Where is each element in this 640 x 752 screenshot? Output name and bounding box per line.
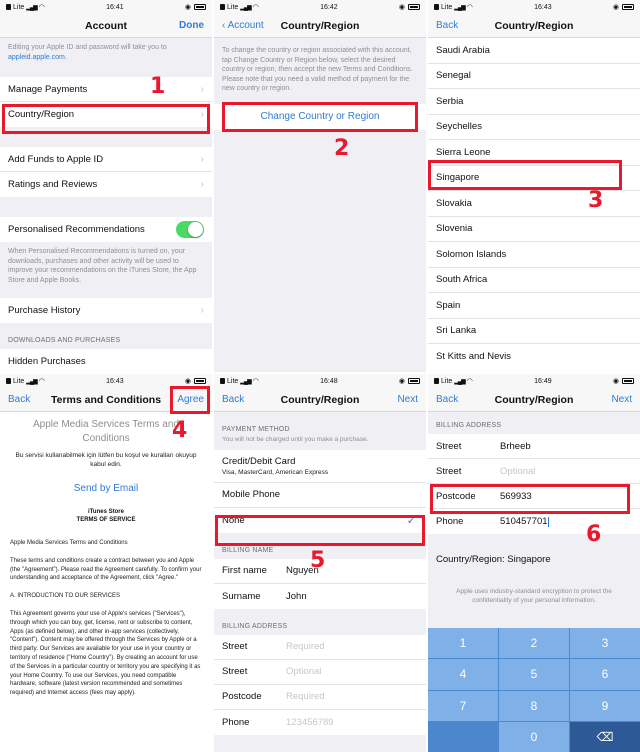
next-button[interactable]: Next	[611, 394, 632, 405]
status-bar	[428, 374, 640, 388]
manage-payments-row[interactable]	[0, 77, 212, 102]
backspace-icon[interactable]: ⌫	[570, 722, 640, 752]
battery-icon	[194, 4, 206, 10]
chevron-right-icon: ›	[200, 305, 204, 316]
key-2[interactable]: 2	[499, 628, 569, 658]
surname-field[interactable]	[214, 584, 426, 609]
street2-field[interactable]	[428, 459, 640, 484]
signal-icon: ▂▄▆	[454, 4, 465, 11]
field-value: John	[286, 590, 307, 602]
appleid-link[interactable]: appleid.apple.com.	[8, 53, 67, 61]
section-header: BILLING ADDRESS	[222, 622, 288, 630]
country-label: Serbia	[436, 95, 464, 107]
nav-bar	[428, 388, 640, 412]
field-placeholder: 123456789	[286, 716, 334, 728]
country-label: Senegal	[436, 70, 471, 82]
card-types: Visa, MasterCard, American Express	[222, 468, 329, 476]
country-item[interactable]	[428, 242, 640, 268]
nav-title: Terms and Conditions	[50, 393, 162, 406]
country-label: Slovakia	[436, 197, 472, 209]
billing-address-screen	[428, 374, 640, 752]
terms-section-heading: A. INTRODUCTION TO OUR SERVICES	[10, 593, 121, 600]
country-region-screen	[214, 0, 426, 372]
phone-field[interactable]	[214, 710, 426, 735]
back-label: Account	[227, 20, 264, 31]
highlight-box	[2, 104, 210, 134]
terms-screen	[0, 374, 212, 752]
signal-icon: ▂▄▆	[26, 378, 37, 385]
carrier: Lite	[441, 3, 453, 11]
country-item[interactable]	[428, 293, 640, 319]
field-label: Postcode	[222, 691, 262, 702]
send-by-email-link[interactable]: Send by Email	[73, 483, 139, 494]
sim-icon	[6, 4, 11, 10]
store-name: iTunes Store	[88, 509, 124, 515]
country-label: Seychelles	[436, 121, 482, 133]
country-item[interactable]	[428, 38, 640, 64]
terms-heading: Apple Media Services Terms and Conditions	[33, 419, 179, 444]
row-label: Manage Payments	[8, 83, 88, 95]
chevron-right-icon: ›	[200, 179, 204, 190]
country-list-screen	[428, 0, 640, 372]
purchase-history-row[interactable]	[0, 298, 212, 323]
back-button[interactable]: Back	[436, 20, 459, 31]
signal-icon: ▂▄▆	[26, 4, 37, 11]
highlight-box	[430, 484, 630, 514]
note-text: Editing your Apple ID and password will take you to	[8, 44, 167, 51]
country-item[interactable]	[428, 191, 640, 217]
field-label: Phone	[436, 516, 464, 527]
checkmark-icon: ✓	[406, 514, 416, 527]
done-button[interactable]: Done	[179, 20, 204, 31]
street-field[interactable]	[214, 635, 426, 660]
battery-icon	[622, 378, 634, 384]
step-number: 2	[334, 136, 350, 161]
country-label: Sierra Leone	[436, 146, 491, 158]
clock: 16:41	[106, 3, 124, 11]
country-item[interactable]	[428, 64, 640, 90]
terms-body	[0, 539, 212, 698]
battery-icon	[408, 378, 420, 384]
country-item[interactable]	[428, 344, 640, 370]
wifi-icon: ◠	[466, 378, 473, 385]
status-bar	[214, 374, 426, 388]
field-placeholder: Required	[286, 641, 325, 652]
battery-icon	[622, 4, 634, 10]
carrier: Lite	[227, 3, 239, 11]
country-item[interactable]	[428, 319, 640, 345]
key-5[interactable]: 5	[499, 659, 569, 689]
ratings-reviews-row[interactable]	[0, 172, 212, 197]
key-3[interactable]: 3	[570, 628, 640, 658]
nav-title: Account	[85, 19, 127, 32]
carrier: Lite	[13, 377, 25, 385]
personalised-recommendations-row	[0, 217, 212, 242]
row-label: None	[222, 514, 245, 526]
row-label: Hidden Purchases	[8, 356, 86, 367]
next-button[interactable]: Next	[397, 394, 418, 405]
highlight-box	[215, 515, 425, 546]
country-item[interactable]	[428, 268, 640, 294]
rotation-lock-icon: ◉	[184, 4, 191, 11]
country-label: South Africa	[436, 274, 488, 286]
nav-title: Country/Region	[280, 19, 360, 32]
wifi-icon: ◠	[38, 378, 45, 385]
carrier: Lite	[13, 3, 25, 11]
field-placeholder: Optional	[286, 666, 322, 677]
street-field[interactable]	[428, 434, 640, 459]
rotation-lock-icon: ◉	[612, 378, 619, 385]
key-9[interactable]: 9	[570, 691, 640, 721]
nav-title: Country/Region	[280, 393, 360, 406]
clock: 16:48	[320, 377, 338, 385]
postcode-field[interactable]	[214, 685, 426, 710]
change-country-button[interactable]: Change Country or Region	[214, 104, 426, 130]
section-header: PAYMENT METHOD	[222, 426, 290, 433]
carrier: Lite	[227, 377, 239, 385]
field-label: Postcode	[436, 490, 476, 502]
rotation-lock-icon: ◉	[398, 378, 405, 385]
country-label: Saudi Arabia	[436, 44, 490, 56]
change-country-note: To change the country or region associated with this account, tap Change Country or Region below, select the desired country or region, then accept the new Terms and Conditions. Please note that you need a valid method of payment for the new country or region.	[222, 47, 413, 92]
back-button[interactable]: Back	[436, 394, 459, 405]
row-label: Credit/Debit Card	[222, 455, 296, 467]
sim-icon	[220, 4, 225, 10]
back-button[interactable]	[222, 20, 264, 31]
country-region-label: Country/Region: Singapore	[428, 542, 640, 577]
key-0[interactable]: 0	[499, 722, 569, 752]
country-label: St Kitts and Nevis	[436, 351, 511, 363]
section-header: DOWNLOADS AND PURCHASES	[8, 337, 121, 344]
encryption-note: Apple uses industry-standard encryption to protect the confidentiality of your personal information.	[456, 588, 612, 604]
highlight-box	[222, 102, 418, 132]
signal-icon: ▂▄▆	[240, 378, 251, 385]
nav-bar	[214, 388, 426, 412]
key-1[interactable]: 1	[428, 628, 498, 658]
key-6[interactable]: 6	[570, 659, 640, 689]
signal-icon: ▂▄▆	[240, 4, 251, 11]
status-bar	[0, 0, 212, 14]
account-screen	[0, 0, 212, 372]
clock: 16:42	[320, 3, 338, 11]
payment-method-screen	[214, 374, 426, 752]
field-placeholder: Optional	[500, 465, 536, 477]
field-label: Street	[222, 666, 248, 677]
status-bar	[428, 0, 640, 14]
wifi-icon: ◠	[38, 4, 45, 11]
text-cursor	[548, 517, 549, 527]
row-label: Mobile Phone	[222, 489, 281, 500]
nav-title: Country/Region	[494, 19, 574, 32]
country-label: Solomon Islands	[436, 248, 507, 260]
row-label: Personalised Recommendations	[8, 224, 145, 235]
field-placeholder: Required	[286, 691, 325, 702]
country-label: Sri Lanka	[436, 325, 477, 337]
payment-credit-card[interactable]	[214, 450, 426, 483]
field-value: Brheeb	[500, 440, 531, 452]
row-label: Purchase History	[8, 305, 81, 316]
field-label: Phone	[222, 716, 250, 728]
clock: 16:43	[534, 3, 552, 11]
carrier: Lite	[441, 377, 453, 385]
terms-of-service-title: TERMS OF SERVICE	[76, 517, 136, 523]
street2-field[interactable]	[214, 660, 426, 685]
sim-icon	[6, 378, 11, 384]
rotation-lock-icon: ◉	[612, 4, 619, 11]
nav-bar	[428, 14, 640, 38]
field-label: Street	[222, 641, 248, 652]
field-value: Nguyen	[286, 565, 319, 576]
back-button[interactable]: Back	[8, 394, 31, 405]
row-label: Country/Region	[8, 109, 75, 120]
wifi-icon: ◠	[466, 4, 473, 11]
country-list	[428, 38, 640, 370]
country-label: Singapore	[436, 172, 480, 184]
section-header: BILLING NAME	[222, 546, 274, 554]
clock: 16:49	[534, 377, 552, 385]
sim-icon	[220, 378, 225, 384]
nav-bar	[0, 14, 212, 38]
wifi-icon: ◠	[252, 378, 259, 385]
terms-paragraph: These terms and conditions create a contract between you and Apple (the "Agreement"). Please read the Agreement carefully. To confirm your understanding and acceptance of the Agreement, click "Agree."	[10, 557, 202, 582]
country-label: Spain	[436, 299, 461, 311]
step-number: 6	[586, 522, 602, 547]
key-4[interactable]: 4	[428, 659, 498, 689]
signal-icon: ▂▄▆	[454, 378, 465, 385]
chevron-right-icon: ›	[200, 109, 204, 120]
back-button[interactable]: Back	[222, 394, 245, 405]
row-label: Ratings and Reviews	[8, 179, 98, 190]
field-label: Street	[436, 465, 462, 477]
status-bar	[214, 0, 426, 14]
chevron-right-icon: ›	[200, 83, 204, 95]
highlight-box	[170, 386, 210, 414]
step-number: 4	[172, 418, 188, 443]
recommendations-note: When Personalised Recommendations is turned on, your downloads, purchases and other activity will be used to improve your recommendations on the iTunes Store, the App Store and Apple Books.	[8, 248, 197, 284]
field-value: 569933	[500, 490, 532, 502]
sim-icon	[434, 378, 439, 384]
agree-button[interactable]: Agree	[177, 394, 204, 405]
battery-icon	[194, 378, 206, 384]
sim-icon	[434, 4, 439, 10]
country-item[interactable]	[428, 217, 640, 243]
highlight-box	[428, 160, 622, 190]
row-label: Add Funds to Apple ID	[8, 153, 104, 165]
country-label: Slovenia	[436, 223, 473, 235]
section-header: BILLING ADDRESS	[436, 422, 502, 429]
terms-paragraph: Apple Media Services Terms and Conditions	[10, 540, 128, 546]
rotation-lock-icon: ◉	[398, 4, 405, 11]
field-label: First name	[222, 565, 267, 576]
add-funds-row[interactable]	[0, 147, 212, 172]
nav-title: Country/Region	[494, 393, 574, 406]
field-label: Street	[436, 440, 462, 452]
key-7[interactable]: 7	[428, 691, 498, 721]
recommendations-toggle[interactable]	[176, 221, 204, 238]
clock: 16:43	[106, 377, 124, 385]
nav-bar	[214, 14, 426, 38]
step-number: 5	[310, 548, 326, 573]
country-item[interactable]	[428, 89, 640, 115]
apple-id-note	[0, 38, 212, 67]
terms-note: Bu servisi kullanabilmek için lütfen bu koşul ve kuralları okuyup kabul edin.	[15, 452, 197, 468]
battery-icon	[408, 4, 420, 10]
country-item[interactable]	[428, 115, 640, 141]
chevron-left-icon: ‹	[222, 20, 228, 31]
field-value: 510457701	[500, 516, 548, 527]
key-8[interactable]: 8	[499, 691, 569, 721]
hidden-purchases-row[interactable]	[0, 349, 212, 372]
wifi-icon: ◠	[252, 4, 259, 11]
step-number: 1	[150, 74, 166, 99]
step-number: 3	[588, 188, 604, 213]
payment-mobile-phone[interactable]	[214, 483, 426, 508]
payment-note: You will not be charged until you make a purchase.	[222, 436, 369, 443]
numeric-keypad	[428, 628, 640, 752]
field-label: Surname	[222, 590, 261, 602]
key-blank	[428, 722, 498, 752]
terms-paragraph: This Agreement governs your use of Apple's services ("Services"), through which you can buy, get, license, rent or subscribe to content, Apps (as defined below), and other in-app services (collectively, "Content"). Content may be offered through the Services by Apple or a third party. Our Services are available for your use in your country or territory of residence ("Home Country"). By creating an account for use of the Services in a particular country or territory you are specifying it as your Home Country. To use our Services, you need compatible hardware, software (latest version recommended and sometimes required) and Internet access (fees may apply).	[10, 610, 201, 697]
chevron-right-icon: ›	[200, 153, 204, 165]
rotation-lock-icon: ◉	[184, 378, 191, 385]
